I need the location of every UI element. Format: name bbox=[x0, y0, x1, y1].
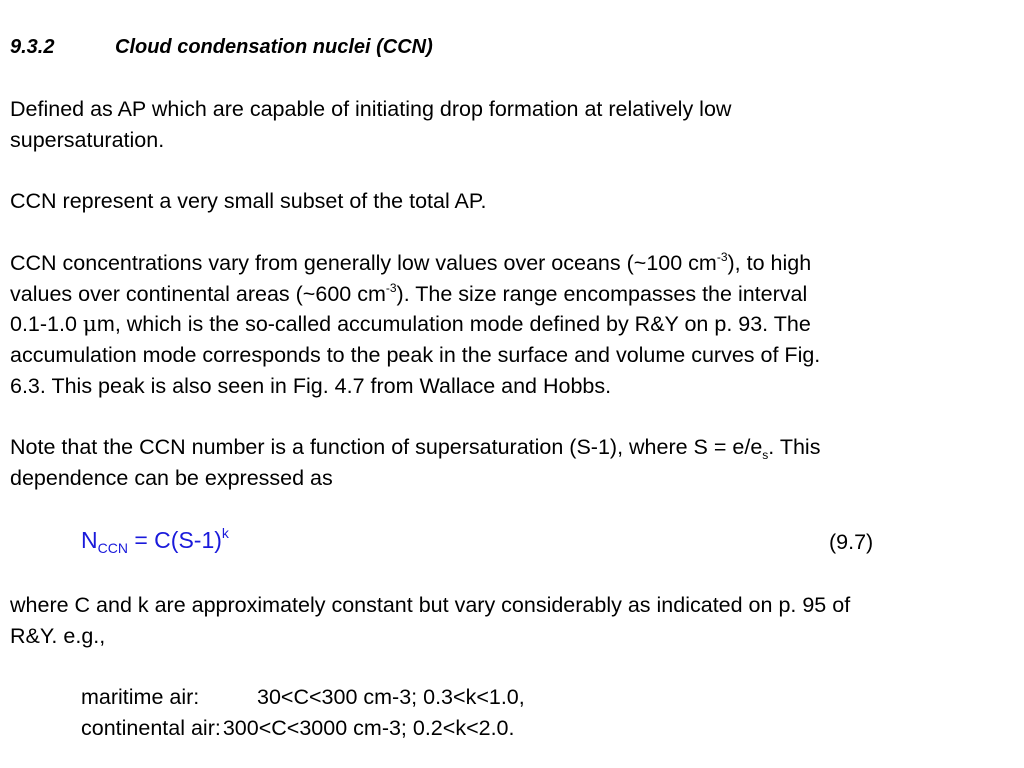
section-heading bbox=[10, 34, 433, 60]
equation-number: (9.7) bbox=[829, 530, 874, 554]
example-maritime bbox=[81, 684, 525, 710]
subscript-s: s bbox=[762, 448, 769, 462]
concentrations-line-2-text: values over continental areas (~600 cm bbox=[10, 282, 386, 306]
mu-symbol: μ bbox=[82, 312, 97, 337]
example-continental bbox=[81, 715, 515, 741]
concentrations-line-3-text: 0.1-1.0 bbox=[10, 312, 83, 336]
section-number: 9.3.2 bbox=[10, 36, 55, 58]
concentrations-line-1-text: CCN concentrations vary from generally low values over oceans (~100 cm bbox=[10, 251, 717, 275]
concentrations-line-2-tail: ). The size range encompasses the interval bbox=[396, 282, 808, 306]
note-line-2: dependence can be expressed as bbox=[10, 466, 333, 490]
example-label: maritime air: bbox=[81, 685, 200, 709]
concentrations-line-4: accumulation mode corresponds to the peak in the surface and volume curves of Fig. bbox=[10, 343, 821, 367]
example-values: 30<C<300 cm-3; 0.3<k<1.0, bbox=[257, 685, 525, 709]
equation-rhs: = C(S-1) bbox=[127, 527, 222, 553]
concentrations-line-1-tail: ), to high bbox=[727, 251, 812, 275]
example-label: continental air: bbox=[81, 716, 221, 740]
subset-paragraph: CCN represent a very small subset of the total AP. bbox=[10, 189, 487, 213]
equation-lhs: N bbox=[81, 527, 98, 553]
example-values: 300<C<3000 cm-3; 0.2<k<2.0. bbox=[222, 716, 515, 740]
equation-lhs-subscript: CCN bbox=[97, 540, 128, 556]
note-line-1-tail: . This bbox=[768, 435, 821, 459]
exponent-superscript: -3 bbox=[716, 250, 728, 264]
section-title: Cloud condensation nuclei (CCN) bbox=[115, 36, 433, 58]
constants-line-1: where C and k are approximately constant but vary considerably as indicated on p. 95 of bbox=[10, 593, 851, 617]
constants-line-2: R&Y. e.g., bbox=[10, 624, 106, 648]
definition-line-2: supersaturation. bbox=[10, 128, 165, 152]
concentrations-line-2 bbox=[10, 281, 807, 307]
equation bbox=[81, 526, 229, 554]
definition-line-1: Defined as AP which are capable of initiating drop formation at relatively low bbox=[10, 97, 732, 121]
note-line-1 bbox=[10, 434, 820, 460]
concentrations-line-5: 6.3. This peak is also seen in Fig. 4.7 from Wallace and Hobbs. bbox=[10, 374, 612, 398]
concentrations-line-3 bbox=[10, 311, 811, 338]
exponent-superscript: -3 bbox=[385, 281, 397, 295]
concentrations-line-1 bbox=[10, 250, 811, 276]
equation-rhs-superscript: k bbox=[221, 525, 229, 541]
note-line-1-text: Note that the CCN number is a function of supersaturation (S-1), where S = e/e bbox=[10, 435, 763, 459]
concentrations-line-3-tail: m, which is the so-called accumulation mode defined by R&Y on p. 93. The bbox=[96, 312, 811, 336]
